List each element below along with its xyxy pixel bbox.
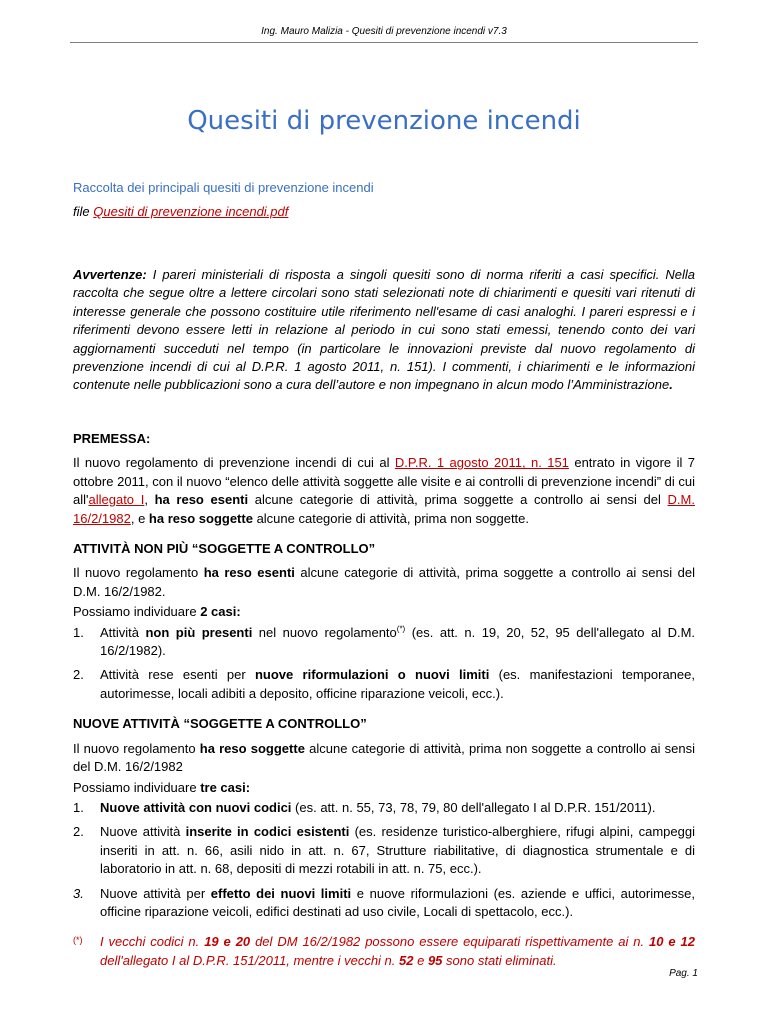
text: (es. att. n. 19, 20, 52, 95 dell'allegato al D.M. 16/2/1982). [100, 624, 696, 659]
bold-text: ha reso esenti [154, 492, 249, 508]
bold-text: ha reso soggette [148, 510, 253, 526]
file-label: file [73, 204, 90, 219]
bold-text: non più presenti [145, 624, 253, 640]
list-item [73, 624, 695, 661]
text: Nuove attività [100, 824, 186, 840]
allegato-i-link[interactable]: allegato I [88, 492, 145, 508]
bold-text: 10 e 12 [649, 934, 695, 950]
list-number: 2. [73, 667, 84, 683]
text: sono stati eliminati. [442, 952, 557, 968]
list-number: 3. [73, 885, 84, 901]
text: Il nuovo regolamento [73, 565, 204, 581]
list-number: 1. [73, 624, 84, 640]
section-2-cases [73, 779, 695, 797]
file-reference [73, 204, 288, 219]
footnote-mark: (*) [73, 935, 83, 946]
bold-text: effetto dei nuovi limiti [210, 885, 352, 901]
warning-text: I pareri ministeriali di risposta a singoli quesiti sono di norma riferiti a casi specifici. Nella raccolta che segue oltre a lettere circolari sono stati selezionati note di chiarimenti e quesiti vari ritenuti di interesse generale che possono costituire utile riferimento nell'esame di casi analoghi. I pareri espressi e i riferimenti devono essere letti in relazione al periodo in cui sono stati emessi, tenendo conto dei vari aggiornamenti succeduti nel tempo (in particolare le innovazioni previste dal nuovo regolamento di prevenzione incendi di cui al D.P.R. 1 agosto 2011, n. 151). I commenti, i chiarimenti e le informazioni contenute nelle pubblicazioni sono a cura dell’autore e non impegnano in alcun modo l’Amministrazione [73, 267, 695, 393]
text: (es. residenze turistico-alberghiere, rifugi alpini, campeggi inseriti in att. n. 66, asili nido in att. n. 67, Strutture riabilitative, di diagnostica strumentale e di laboratorio in att. n. 68, depositi di mezzi rotabili in att. n. 75, ecc.). [100, 824, 695, 877]
text: nel nuovo regolamento [252, 624, 397, 640]
text: Attività [100, 624, 146, 640]
warning-label: Avvertenze: [73, 267, 147, 282]
page-header: Ing. Mauro Malizia - Quesiti di prevenzione incendi v7.3 [261, 26, 507, 37]
dm-1982-link[interactable]: D.M. 16/2/1982 [73, 492, 695, 526]
text: (es. manifestazioni temporanee, autorimesse, locali adibiti a deposito, officine riparazione veicoli, ecc.). [100, 667, 695, 701]
bold-text: inserite in codici esistenti [185, 824, 350, 840]
text: alcune categorie di attività, prima soggette a controllo ai sensi del D.M. 16/2/1982. [73, 565, 695, 599]
bold-text: tre casi: [200, 779, 251, 795]
bold-text: Nuove attività con nuovi codici [100, 799, 292, 815]
text: Possiamo individuare [73, 779, 201, 795]
warning-end: . [669, 377, 673, 393]
list-item [73, 666, 695, 703]
text: Il nuovo regolamento [73, 740, 200, 756]
header-divider [70, 42, 698, 43]
dpr-151-link[interactable]: D.P.R. 1 agosto 2011, n. 151 [394, 455, 569, 471]
text: e [413, 952, 428, 968]
text: , e [130, 510, 149, 526]
text: (es. att. n. 55, 73, 78, 79, 80 dell'allegato I al D.P.R. 151/2011). [291, 799, 656, 815]
footnote-marker: (*) [396, 624, 406, 634]
footnote [73, 933, 695, 970]
text: , [144, 492, 155, 508]
text: I vecchi codici n. [100, 934, 205, 950]
section-2-heading: NUOVE ATTIVITÀ “SOGGETTE A CONTROLLO” [73, 716, 367, 732]
text: dell'allegato I al D.P.R. 151/2011, mentre i vecchi n. [100, 952, 400, 968]
bold-text: nuove riformulazioni o nuovi limiti [254, 667, 490, 683]
list-item [73, 885, 695, 922]
bold-text: ha reso soggette [199, 740, 305, 756]
text: alcune categorie di attività, prima non soggette a controllo ai sensi del D.M. 16/2/1982 [73, 740, 695, 775]
pdf-file-link[interactable]: Quesiti di prevenzione incendi.pdf [93, 204, 289, 219]
text: alcune categorie di attività, prima soggette a controllo ai sensi del [248, 492, 668, 508]
warning-paragraph [73, 266, 695, 395]
main-content [73, 430, 695, 970]
text: e nuove riformulazioni (es. aziende e uffici, autorimesse, officine riparazione veicoli, edifici destinati ad uso civile, Locali di spettacolo, ecc.). [100, 885, 696, 919]
section-1-list [73, 624, 695, 704]
text: del DM 16/2/1982 possono essere equiparati rispettivamente ai n. [250, 934, 650, 950]
text: entrato in vigore il 7 ottobre 2011, con il nuovo “elenco delle attività soggette alle visite e ai controlli di prevenzione incendi” di cui all' [73, 455, 695, 508]
text: Il nuovo regolamento di prevenzione incendi di cui al [73, 455, 395, 471]
document-title: Quesiti di prevenzione incendi [187, 106, 581, 136]
list-item [73, 823, 695, 878]
section-1-cases [73, 603, 695, 621]
premessa-heading: PREMESSA: [73, 431, 151, 446]
bold-text: 19 e 20 [204, 934, 251, 950]
bold-text: 95 [427, 952, 443, 968]
list-item [73, 799, 695, 817]
bold-text: 52 [399, 952, 414, 968]
premessa-paragraph [73, 454, 695, 528]
text: alcune categorie di attività, prima non soggette. [252, 510, 530, 526]
document-subtitle: Raccolta dei principali quesiti di prevenzione incendi [73, 180, 374, 195]
bold-text: ha reso esenti [203, 565, 295, 581]
section-2-paragraph [73, 740, 695, 777]
list-number: 2. [73, 824, 84, 840]
section-2-list [73, 799, 695, 921]
text: Nuove attività per [100, 885, 211, 901]
list-number: 1. [73, 799, 84, 815]
section-1-paragraph [73, 564, 695, 601]
text: Possiamo individuare [73, 604, 201, 620]
page-number: Pag. 1 [669, 968, 698, 979]
text: Attività rese esenti per [100, 667, 255, 683]
bold-text: 2 casi: [200, 604, 241, 620]
section-1-heading: ATTIVITÀ NON PIÙ “SOGGETTE A CONTROLLO” [73, 541, 376, 557]
